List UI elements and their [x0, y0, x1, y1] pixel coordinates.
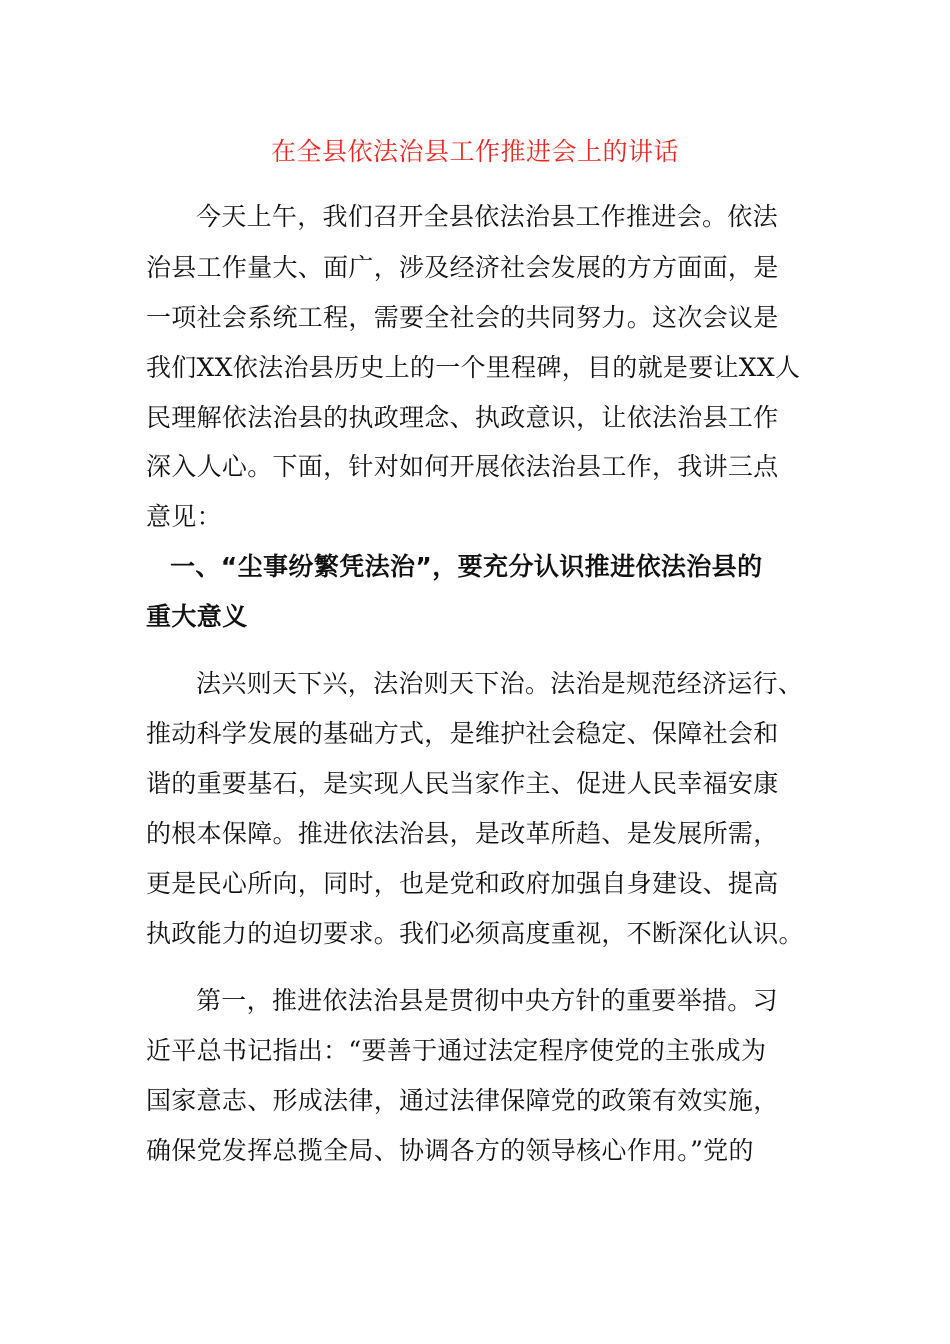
body-line: 法兴则天下兴，法治则天下治。法治是规范经济运行、: [196, 669, 804, 698]
body-line: 确保党发挥总揽全局、协调各方的领导核心作用。”党的: [146, 1136, 754, 1165]
body-line: 治县工作量大、面广，涉及经济社会发展的方方面面，是: [146, 253, 779, 282]
body-line: 国家意志、形成法律，通过法律保障党的政策有效实施，: [146, 1086, 779, 1115]
body-line: 一项社会系统工程，需要全社会的共同努力。这次会议是: [146, 303, 779, 332]
body-line: 更是民心所向，同时，也是党和政府加强自身建设、提高: [146, 869, 779, 898]
body-line: 今天上午，我们召开全县依法治县工作推进会。依法: [196, 202, 778, 231]
section-heading: 重大意义: [146, 602, 248, 631]
section-heading: 一、“尘事纷繁凭法治”，要充分认识推进依法治县的: [170, 552, 763, 581]
body-line: 执政能力的迫切要求。我们必须高度重视，不断深化认识。: [146, 919, 804, 948]
body-line: 推动科学发展的基础方式，是维护社会稳定、保障社会和: [146, 719, 779, 748]
body-line: 深入人心。下面，针对如何开展依法治县工作，我讲三点: [146, 452, 779, 481]
body-line: 近平总书记指出：“要善于通过法定程序使党的主张成为: [146, 1036, 767, 1065]
body-line: 民理解依法治县的执政理念、执政意识，让依法治县工作: [146, 403, 779, 432]
body-line: 谐的重要基石，是实现人民当家作主、促进人民幸福安康: [146, 769, 779, 798]
body-line: 的根本保障。推进依法治县，是改革所趋、是发展所需，: [146, 819, 779, 848]
body-line: 意见：: [146, 502, 222, 531]
body-line: 第一，推进依法治县是贯彻中央方针的重要举措。习: [196, 986, 778, 1015]
document-title: 在全县依法治县工作推进会上的讲话: [270, 137, 679, 166]
body-line: 我们XX依法治县历史上的一个里程碑，目的就是要让XX人: [146, 353, 801, 382]
